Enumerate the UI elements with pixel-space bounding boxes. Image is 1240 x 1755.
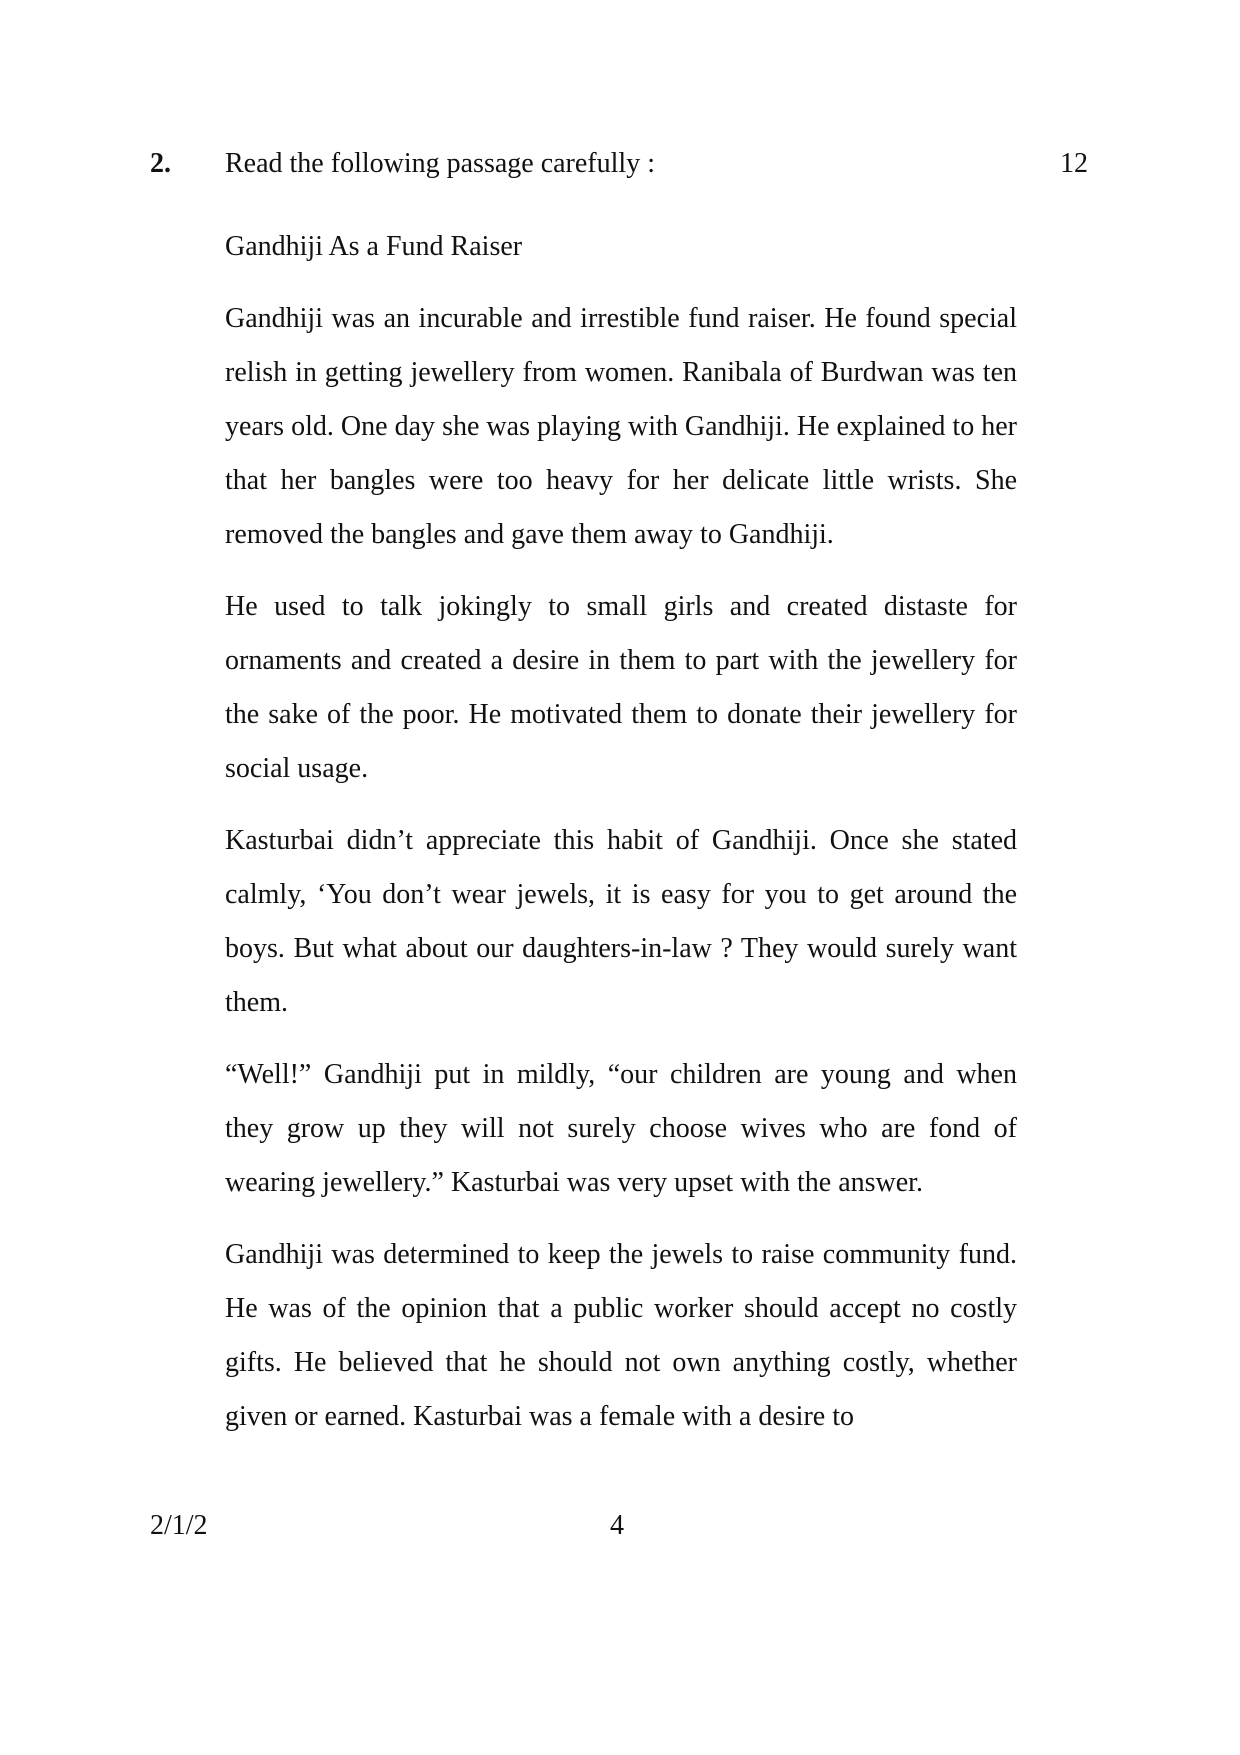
question-number: 2. [150,148,171,179]
page-number: 4 [610,1510,624,1541]
passage-title: Gandhiji As a Fund Raiser [225,231,523,262]
passage-paragraph: He used to talk jokingly to small girls and created distaste for ornaments and created a desire in them to part with the jewellery for the sake of the poor. He motivated them to donate their jewellery for social usage. [225,591,1017,784]
passage-paragraph: Gandhiji was determined to keep the jewels to raise community fund. He was of the opinion that a public worker should accept no costly gifts. He believed that he should not own anything costly, whether given or earned. Kasturbai was a female with a desire to [225,1239,1017,1432]
passage-paragraph: Gandhiji was an incurable and irrestible fund raiser. He found special relish in getting jewellery from women. Ranibala of Burdwan was ten years old. One day she was playing with Gandhiji. He explained to her that her bangles were too heavy for her delicate little wrists. She removed the bangles and gave them away to Gandhiji. [225,303,1017,550]
passage-paragraph: Kasturbai didn’t appreciate this habit of Gandhiji. Once she stated calmly, ‘You don’t wear jewels, it is easy for you to get around the boys. But what about our daughters-in-law ? They would surely want them. [225,825,1017,1018]
question-marks: 12 [1060,148,1088,179]
question-instruction: Read the following passage carefully : [225,148,655,179]
paper-code: 2/1/2 [150,1510,208,1541]
passage [225,220,1017,1462]
passage-paragraph: “Well!” Gandhiji put in mildly, “our children are young and when they grow up they will not surely choose wives who are fond of wearing jewellery.” Kasturbai was very upset with the answer. [225,1059,1017,1198]
